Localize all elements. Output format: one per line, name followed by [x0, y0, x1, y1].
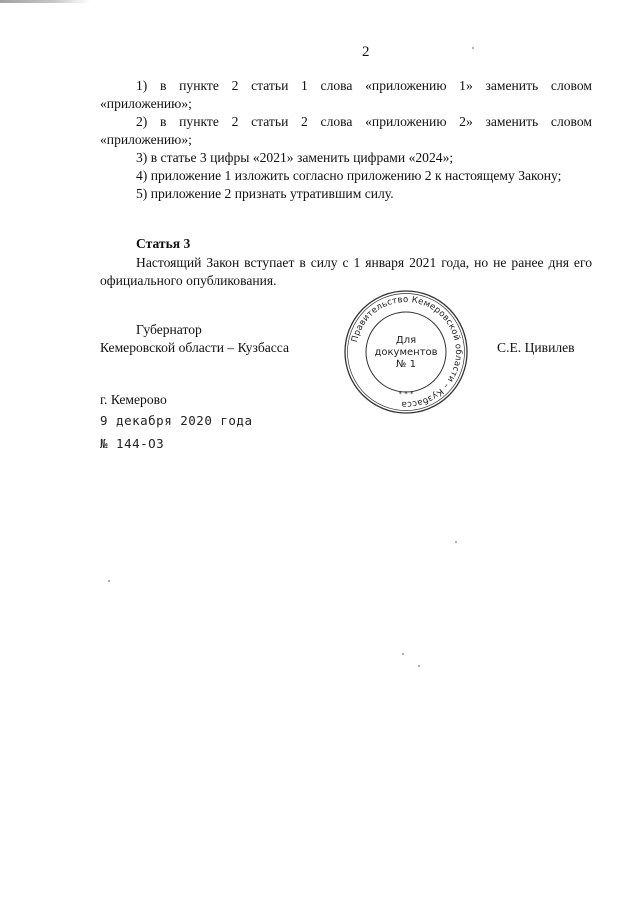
amendment-item: 5) приложение 2 признать утратившим силу.	[136, 186, 394, 201]
official-seal-stamp	[342, 288, 470, 416]
scan-speck	[108, 580, 110, 582]
amendment-item: 3) в статье 3 цифры «2021» заменить цифрами «2024»;	[136, 150, 454, 165]
article-title: Статья 3	[136, 236, 191, 251]
signatory-region: Кемеровской области – Кузбасса	[100, 340, 290, 355]
scan-edge-mark	[0, 0, 90, 3]
seal-ring-text: Правительство Кемеровской области – Кузбасса	[349, 294, 464, 410]
seal-stars: * * *	[398, 390, 414, 398]
scan-speck	[455, 541, 457, 543]
signer-name: С.Е. Цивилев	[497, 340, 575, 355]
page-number: 2	[362, 44, 370, 60]
scan-speck	[418, 665, 420, 667]
amendments-list	[100, 77, 592, 203]
amendment-item: 2) в пункте 2 статьи 2 слова «приложению 2» заменить словом «приложению»;	[100, 114, 592, 147]
signatory-title: Губернатор	[136, 322, 202, 337]
amendment-item: 4) приложение 1 изложить согласно приложению 2 к настоящему Закону;	[136, 168, 562, 183]
seal-center-line2: документов	[374, 347, 438, 358]
signing-date: 9 декабря 2020 года	[100, 413, 253, 428]
law-number: № 144-ОЗ	[100, 436, 165, 451]
scan-speck	[402, 653, 404, 655]
seal-center-line3: № 1	[396, 359, 416, 370]
article-text: Настоящий Закон вступает в силу с 1 января 2021 года, но не ранее дня его официального опубликования.	[100, 255, 592, 288]
article-section	[100, 235, 592, 290]
place-of-signing: г. Кемерово	[100, 392, 167, 407]
seal-center-line1: Для	[395, 335, 417, 346]
amendment-item: 1) в пункте 2 статьи 1 слова «приложению 1» заменить словом «приложению»;	[100, 78, 592, 111]
scan-speck	[472, 47, 474, 49]
